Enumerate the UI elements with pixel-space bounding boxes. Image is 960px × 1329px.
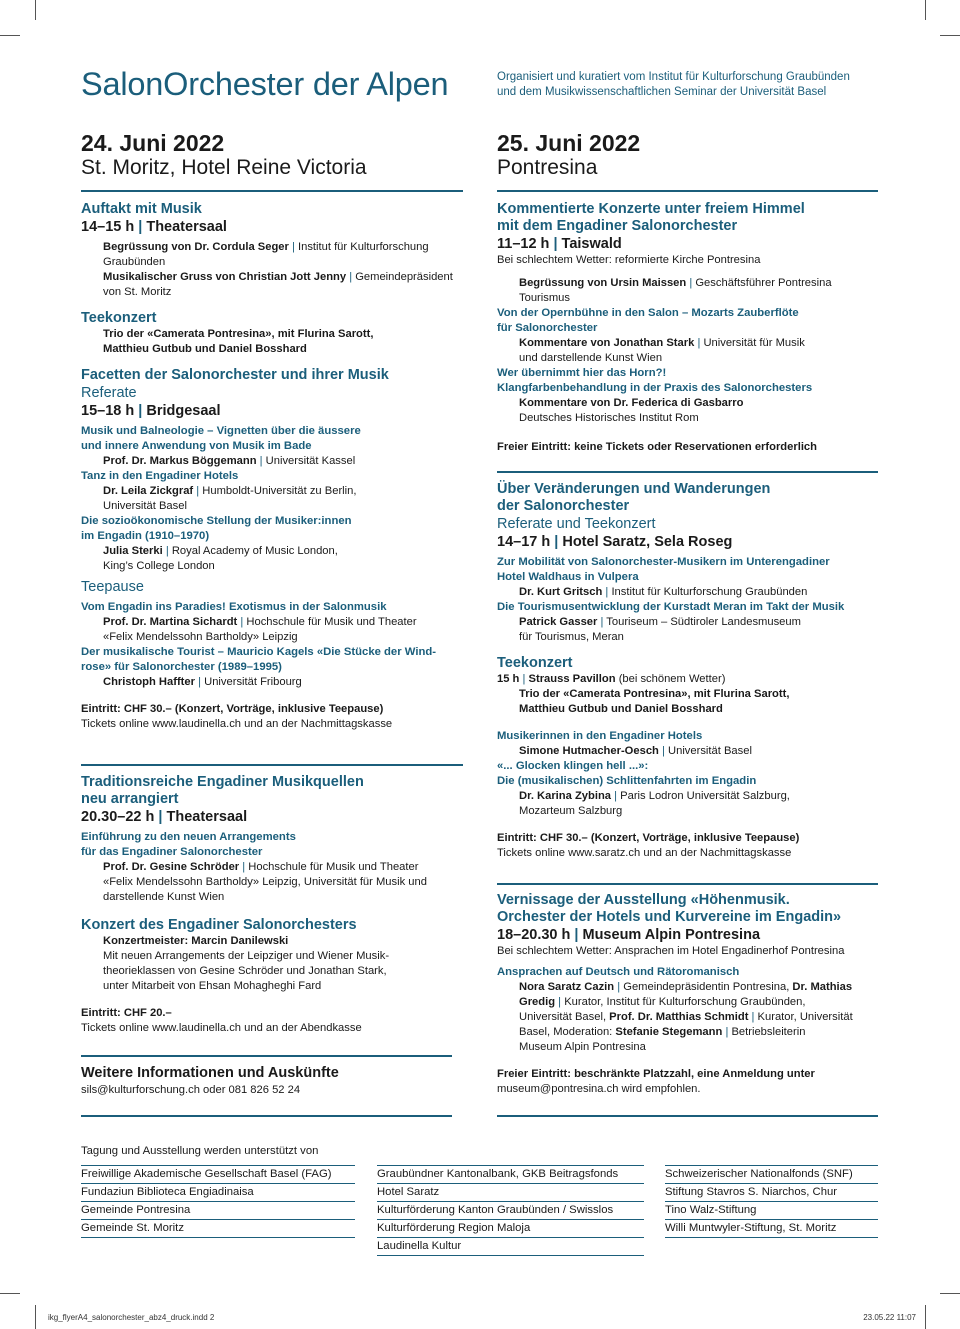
program-item: Prof. Dr. Gesine Schröder | Hochschule für Musik und Theater «Felix Mendelssohn Bartholdy» Leipzig, Universität für Musik und darstellende Kunst Wien (103, 861, 427, 903)
contact-info: sils@kulturforschung.ch oder 081 826 52 24 (81, 1084, 301, 1096)
divider (81, 1115, 452, 1117)
left-column: Auftakt mit Musik 14–15 h | Theatersaal Begrüssung von Dr. Cordula Seger | Institut für Kulturforschung Graubünden Musikalischer Gruss von Christian Jott Jenny | Gemeindepräsident von St. Moritz Teekonzert Trio der «Camerata Pontresina», mit Flurina Sarott, Matthieu Gutbub und Daniel Bosshard Facetten der Salonorchester und ihrer Musik Referate 15–18 h | Bridgesaal Musik und Balneologie – Vignetten über die äussere und innere Anwendung von Musik im Bade Prof. Dr. Markus Böggemann | Universität Kassel Tanz in den Engadiner Hotels Dr. Leila Zickgraf | Humboldt-Universität zu Berlin, Universität Basel Die sozioökonomische Stellung der Musiker:innen im Engadin (1910–1970) Julia Sterki | Royal Academy of Music London, King’s College London Teepause Vom Engadin ins Paradies! Exotismus in der Salonmusik Prof. Dr. Martina Sichardt | Hochschule für Musik und Theater «Felix Mendelssohn Bartholdy» Leipzig Der musikalische Tourist – Mauricio Kagels «Die Stücke der Wind- rose» für Salonorchester (1989–1995) Christoph Haffter | Universität Fribourg Eintritt: CHF 30.– (Konzert, Vorträge, inklusive Teepause) Tickets online www.laudinella.ch und an der Nachmittagskasse (81, 201, 466, 732)
entry-info: Eintritt: CHF 30.– (Konzert, Vorträge, inklusive Teepause) (81, 703, 384, 715)
supporters-col-2 (377, 1165, 644, 1256)
program-item: Dr. Karina Zybina | Paris Lodron Universität Salzburg, Mozarteum Salzburg (519, 790, 790, 817)
day1-heading: 24. Juni 2022 St. Moritz, Hotel Reine Victoria (81, 130, 367, 179)
divider (497, 883, 878, 885)
supporter-item: Schweizerischer Nationalfonds (SNF) (665, 1166, 878, 1184)
entry-info-email: museum@pontresina.ch wird empfohlen. (497, 1083, 701, 1095)
program-item: Prof. Dr. Martina Sichardt | Hochschule für Musik und Theater «Felix Mendelssohn Bartholdy» Leipzig (103, 616, 417, 643)
ticket-info: Tickets online www.laudinella.ch und an der Nachmittagskasse (81, 718, 393, 730)
entry-info: Freier Eintritt: keine Tickets oder Reservationen erforderlich (497, 441, 817, 453)
right-column-afternoon: Über Veränderungen und Wanderungen der Salonorchester Referate und Teekonzert 14–17 h | Hotel Saratz, Sela Roseg Zur Mobilität von Salonorchester-Musikern im Unterengadiner Hotel Waldhaus in Vulpera Dr. Kurt Gritsch | Institut für Kulturforschung Graubünden Die Tourismusentwicklung der Kurstadt Meran im Takt der Musik Patrick Gasser | Touriseum – Südtiroler Landesmuseum für Tourismus, Meran Teekonzert 15 h | Strauss Pavillon (bei schönem Wetter) Trio der «Camerata Pontresina», mit Flurina Sarott, Matthieu Gutbub und Daniel Bosshard Musikerinnen in den Engadiner Hotels Simone Hutmacher-Oesch | Universität Basel «... Glocken klingen hell ...»: Die (musikalischen) Schlittenfahrten im Engadin Dr. Karina Zybina | Paris Lodron Universität Salzburg, Mozarteum Salzburg Eintritt: CHF 30.– (Konzert, Vorträge, inklusive Teepause) Tickets online www.saratz.ch und an der Nachmittagskasse (497, 481, 887, 861)
crop-mark (35, 0, 36, 20)
print-file-name: ikg_flyerA4_salonorchester_abz4_druck.indd 2 (48, 1313, 215, 1322)
supporter-item: Tino Walz-Stiftung (665, 1202, 878, 1220)
program-item: Begrüssung von Dr. Cordula Seger | Institut für Kulturforschung Graubünden Musikalischer Gruss von Christian Jott Jenny | Gemeindepräsident von St. Moritz (103, 241, 453, 298)
crop-mark (925, 1305, 926, 1329)
info-block: Weitere Informationen und Auskünfte sils@kulturforschung.ch oder 081 826 52 24 (81, 1063, 466, 1098)
right-column: Kommentierte Konzerte unter freiem Himmel mit dem Engadiner Salonorchester 11–12 h | Taiswald Bei schlechtem Wetter: reformierte Kirche Pontresina Begrüssung von Ursin Maissen | Geschäftsführer Pontresina Tourismus Von der Opernbühne in den Salon – Mozarts Zauberflöte für Salonorchester Kommentare von Jonathan Stark | Universität für Musik und darstellende Kunst Wien Wer übernimmt hier das Horn?! Klangfarbenbehandlung in der Praxis des Salonorchesters Kommentare von Dr. Federica di Gasbarro Deutsches Historisches Institut Rom Freier Eintritt: keine Tickets oder Reservationen erforderlich (497, 201, 887, 455)
organizer-text: Organisiert und kuratiert vom Institut für Kulturforschung Graubünden und dem Musikwissenschaftlichen Seminar der Universität Basel (497, 71, 850, 98)
divider (497, 190, 878, 192)
supporter-item: Laudinella Kultur (377, 1238, 644, 1256)
supporter-item: Hotel Saratz (377, 1184, 644, 1202)
crop-mark (0, 35, 20, 36)
program-item: Julia Sterki | Royal Academy of Music London, King’s College London (103, 545, 338, 572)
ticket-info: Tickets online www.saratz.ch und an der Nachmittagskasse (497, 847, 792, 859)
program-item: Prof. Dr. Markus Böggemann | Universität Kassel (103, 455, 356, 467)
day2-heading: 25. Juni 2022 Pontresina (497, 130, 641, 179)
divider (81, 1055, 452, 1057)
divider (497, 1115, 878, 1117)
divider (81, 764, 463, 766)
entry-info: Freier Eintritt: beschränkte Platzzahl, eine Anmeldung unter (497, 1068, 815, 1080)
crop-mark (940, 1293, 960, 1294)
crop-mark (925, 0, 926, 20)
supporters-col-3 (665, 1165, 878, 1238)
supporter-item: Freiwillige Akademische Gesellschaft Basel (FAG) (81, 1166, 355, 1184)
crop-mark (35, 1305, 36, 1329)
entry-info: Eintritt: CHF 30.– (Konzert, Vorträge, inklusive Teepause) (497, 832, 800, 844)
program-item: Begrüssung von Ursin Maissen | Geschäftsführer Pontresina Tourismus (519, 277, 832, 304)
program-item: Kommentare von Dr. Federica di Gasbarro Deutsches Historisches Institut Rom (519, 397, 744, 424)
supporter-item: Kulturförderung Region Maloja (377, 1220, 644, 1238)
supporters-heading: Tagung und Ausstellung werden unterstützt von (81, 1145, 319, 1157)
program-item: Konzertmeister: Marcin Danilewski Mit neuen Arrangements der Leipziger und Wiener Musik- theorieklassen von Gesine Schröder und Jonathan Stark, unter Mitarbeit von Ehsan Mohagheghi Fard (103, 935, 390, 992)
program-item: Christoph Haffter | Universität Fribourg (103, 676, 302, 688)
supporter-item: Gemeinde St. Moritz (81, 1220, 355, 1238)
page-title: SalonOrchester der Alpen (81, 66, 449, 102)
program-item: Simone Hutmacher-Oesch | Universität Basel (519, 745, 752, 757)
supporter-item: Graubündner Kantonalbank, GKB Beitragsfonds (377, 1166, 644, 1184)
supporter-item: Kulturförderung Kanton Graubünden / Swisslos (377, 1202, 644, 1220)
left-column-evening: Traditionsreiche Engadiner Musikquellen neu arrangiert 20.30–22 h | Theatersaal Einführung zu den neuen Arrangements für das Engadiner Salonorchester Prof. Dr. Gesine Schröder | Hochschule für Musik und Theater «Felix Mendelssohn Bartholdy» Leipzig, Universität für Musik und darstellende Kunst Wien Konzert des Engadiner Salonorchesters Konzertmeister: Marcin Danilewski Mit neuen Arrangements der Leipziger und Wiener Musik- theorieklassen von Gesine Schröder und Jonathan Stark, unter Mitarbeit von Ehsan Mohagheghi Fard Eintritt: CHF 20.– Tickets online www.laudinella.ch und an der Abendkasse (81, 774, 466, 1036)
supporter-item: Stiftung Stavros S. Niarchos, Chur (665, 1184, 878, 1202)
crop-mark (940, 35, 960, 36)
supporter-item: Fundaziun Biblioteca Engiadinaisa (81, 1184, 355, 1202)
supporter-item: Willi Muntwyler-Stiftung, St. Moritz (665, 1220, 878, 1238)
supporter-item: Gemeinde Pontresina (81, 1202, 355, 1220)
entry-info: Eintritt: CHF 20.– (81, 1007, 172, 1019)
program-item: Trio der «Camerata Pontresina», mit Flurina Sarott, Matthieu Gutbub und Daniel Bosshard (519, 688, 790, 715)
divider (81, 190, 463, 192)
ticket-info: Tickets online www.laudinella.ch und an der Abendkasse (81, 1022, 362, 1034)
program-item: Kommentare von Jonathan Stark | Universität für Musik und darstellende Kunst Wien (519, 337, 805, 364)
program-item: Dr. Leila Zickgraf | Humboldt-Universität zu Berlin, Universität Basel (103, 485, 357, 512)
divider (497, 471, 878, 473)
program-item: Patrick Gasser | Touriseum – Südtiroler Landesmuseum für Tourismus, Meran (519, 616, 801, 643)
program-item: Nora Saratz Cazin | Gemeindepräsidentin Pontresina, Dr. Mathias Gredig | Kurator, Institut für Kulturforschung Graubünden, Universität Basel, Prof. Dr. Matthias Schmidt | Kurator, Universität Basel, Moderation: Stefanie Stegemann | Betriebsleiterin Museum Alpin Pontresina (519, 981, 853, 1053)
crop-mark (0, 1293, 20, 1294)
program-item: Trio der «Camerata Pontresina», mit Flurina Sarott, Matthieu Gutbub und Daniel Bosshard (103, 328, 374, 355)
supporters-col-1 (81, 1165, 355, 1238)
print-timestamp: 23.05.22 11:07 (863, 1313, 916, 1322)
right-column-evening: Vernissage der Ausstellung «Höhenmusik. Orchester der Hotels und Kurvereine im Engadin» 18–20.30 h | Museum Alpin Pontresina Bei schlechtem Wetter: Ansprachen im Hotel Engadinerhof Pontresina Ansprachen auf Deutsch und Rätoromanisch Nora Saratz Cazin | Gemeindepräsidentin Pontresina, Dr. Mathias Gredig | Kurator, Institut für Kulturforschung Graubünden, Universität Basel, Prof. Dr. Matthias Schmidt | Kurator, Universität Basel, Moderation: Stefanie Stegemann | Betriebsleiterin Museum Alpin Pontresina Freier Eintritt: beschränkte Platzzahl, eine Anmeldung unter museum@pontresina.ch wird empfohlen. (497, 892, 892, 1097)
tea-break: Teepause (81, 579, 144, 595)
program-item: Dr. Kurt Gritsch | Institut für Kulturforschung Graubünden (519, 586, 808, 598)
